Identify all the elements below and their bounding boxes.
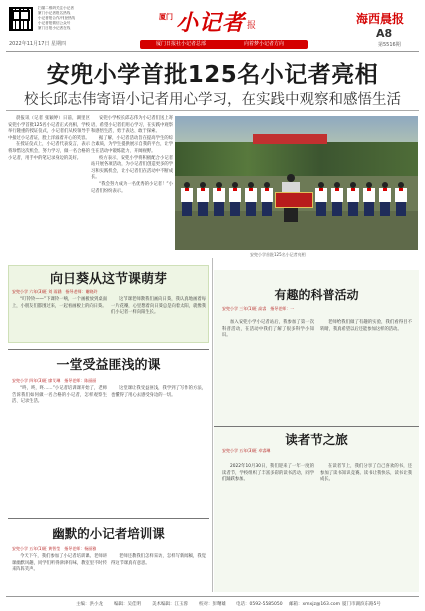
divider <box>8 349 209 350</box>
contact-line: 扫描二维码关注小记者 <box>38 6 74 10</box>
section-byline: 安兜小学 四年(3)班 廖艾琳 指导老师：陈丽丽 <box>12 378 97 383</box>
banner-right-text: 向着梦小记者方向 <box>244 41 285 47</box>
paper-logo: 海西晨报 <box>356 12 405 26</box>
contact-line: 厦门日报小记者在线 <box>38 26 71 30</box>
footer-phone: 电话：0592-5585050 <box>236 602 283 607</box>
paragraph: 这节课老师教我们画向日葵，我认真地画着每一片花瓣，心里想着向日葵总是向着太阳，就像我们小记者一样向阳生长。 <box>111 297 206 316</box>
issue-date: 2022年11月17日 星期四 <box>9 41 67 47</box>
footer-designer: 美术编辑：江玉蓉 <box>152 602 188 607</box>
masthead <box>0 0 425 56</box>
brand-logo: 小记者 <box>176 10 246 36</box>
footer-email: 邮箱：xmxjz@163.com <box>289 602 340 607</box>
section-byline: 安兜小学 五年(1)班 黄智莹 指导老师：杨丽雅 <box>12 546 97 551</box>
paragraph: “我会努力成为一名优秀的小记者！”小记者们纷纷表示。 <box>91 181 173 194</box>
brand-suffix: 报 <box>247 21 257 31</box>
contact-line: 小记者报微信公众号 <box>38 21 71 25</box>
footer-address: 厦门市湖滨东路5号 <box>342 602 381 607</box>
lead-column-1 <box>8 116 90 162</box>
divider <box>212 258 213 592</box>
main-subheadline: 校长邱志伟寄语小记者用心学习，在实践中观察和感悟生活 <box>24 92 401 108</box>
main-headline: 安兜小学首批125名小记者亮相 <box>46 62 379 88</box>
divider <box>214 426 419 427</box>
section-body <box>12 297 107 310</box>
section-body <box>111 297 206 317</box>
paragraph: 2022年10月30日，我们迎来了一年一度的读者节，学校组织了丰富多彩的读书活动，同学们踊跃参加。 <box>222 464 314 483</box>
section-title-science: 有趣的科普活动 <box>274 288 359 302</box>
divider <box>6 110 419 111</box>
paragraph: 老师还教我们怎样采访，怎样写新闻稿，我觉得这节课真有意思。 <box>111 554 206 566</box>
section-body <box>12 386 107 406</box>
paragraph: 校方表示，安兜小学将积极配合小记者站开展各项活动，为小记者们创造更多的学习和实践机会，让小记者们在活动中不断成长。 <box>91 155 173 181</box>
contact-line: 小记者报合作/刊登热线 <box>38 16 76 20</box>
section-title-reading-festival: 读者节之旅 <box>285 432 348 447</box>
section-body <box>222 320 314 340</box>
paragraph: 在读者节上，我们分享了自己喜欢的书，还参加了读书知识竞赛。读书让我快乐，读书让我成长。 <box>320 464 412 483</box>
paragraph: “叮铃铃——”下课铃一响，一个画板放到桌面上，小朋友们都围过来，一起看画板上的向日葵。 <box>12 297 107 309</box>
lead-photo <box>175 116 418 250</box>
section-body <box>12 554 107 574</box>
footer-editor: 编辑：吴佳明 <box>114 602 141 607</box>
section-title-training: 幽默的小记者培训课 <box>52 526 165 541</box>
section-title-sunflower: 向日葵从这节课萌芽 <box>49 272 167 287</box>
section-body <box>222 464 314 484</box>
section-body <box>111 554 206 567</box>
contact-line: 厦门小记者报名热线 <box>38 11 71 15</box>
footer-proofreader: 校对：彭曙雄 <box>199 602 226 607</box>
divider <box>8 518 209 519</box>
paragraph: “咚，咚，咚……”小记者培训课开始了，老师告诉我们如何做一名合格的小记者，怎样观察生活、记录生活。 <box>12 386 107 405</box>
page-code: A8 <box>376 27 393 40</box>
lead-column-2 <box>91 116 173 195</box>
banner-left-text: 厦门日报社小记者总部 <box>156 41 207 47</box>
paragraph: 在授证仪式上，小记者代表发言，表示将珍惜这次机会，努力学习，做一名合格的小记者，用手中的笔记录身边的美好。 <box>8 142 90 161</box>
paragraph: 晨报讯（记者 张颖婷）日前，湖里区安兜小学首批125名小记者正式亮相，学校举行隆重的授证仪式，小记者们从校领导手中接过小记者证，脸上洋溢着开心的笑容。 <box>8 116 90 141</box>
section-title-lesson: 一堂受益匪浅的课 <box>56 358 161 373</box>
photo-caption: 安兜小学首批125名小记者亮相 <box>250 252 306 257</box>
paragraph: 这堂课让我受益匪浅，我学到了写作的方法，也懂得了用心去感受身边的一切。 <box>111 386 206 398</box>
section-body <box>320 320 412 333</box>
paragraph: 安兜小学校长邱志伟为小记者们送上寄语，希望小记者们用心学习，在实践中观察和感悟生活，勇于表达、敢于探索。 <box>91 116 173 135</box>
paragraph: 加入安兜小学小记者站后，我参加了第一次科普活动，在活动中我们了解了很多科学小知识。 <box>222 320 314 339</box>
page-footer <box>6 596 419 608</box>
footer-editor: 主编：洪小龙 <box>76 602 103 607</box>
section-byline: 安兜小学 五年(3)班 卓睿琳 <box>222 448 271 453</box>
issue-number: 第5516期 <box>378 42 401 48</box>
masthead-banner <box>140 40 308 49</box>
divider <box>6 51 419 52</box>
section-byline: 安兜小学 三年(1)班 高睿 指导老师：一 <box>222 306 295 311</box>
section-byline: 安兜小学 六年(3)班 刘 雨涵 指导老师：谢晓玲 <box>12 289 98 294</box>
paragraph: 据了解，小记者活动旨在提高学生的综合素质，为学生提供展示自我的平台，让学生在活动中锻炼能力、开阔视野。 <box>91 135 173 154</box>
paragraph: 老师给我们做了有趣的实验，我们看得目不转睛，我真希望以后还能参加这样的活动。 <box>320 320 412 332</box>
paragraph: 今天下午，我们参加了小记者培训课。老师讲课幽默风趣，同学们听得津津有味，教室里不时传来阵阵笑声。 <box>12 554 107 573</box>
section-body <box>320 464 412 484</box>
contact-block <box>38 6 130 31</box>
city-tag: 厦门 <box>159 13 173 21</box>
qr-code-icon <box>9 7 33 31</box>
section-body <box>111 386 206 399</box>
